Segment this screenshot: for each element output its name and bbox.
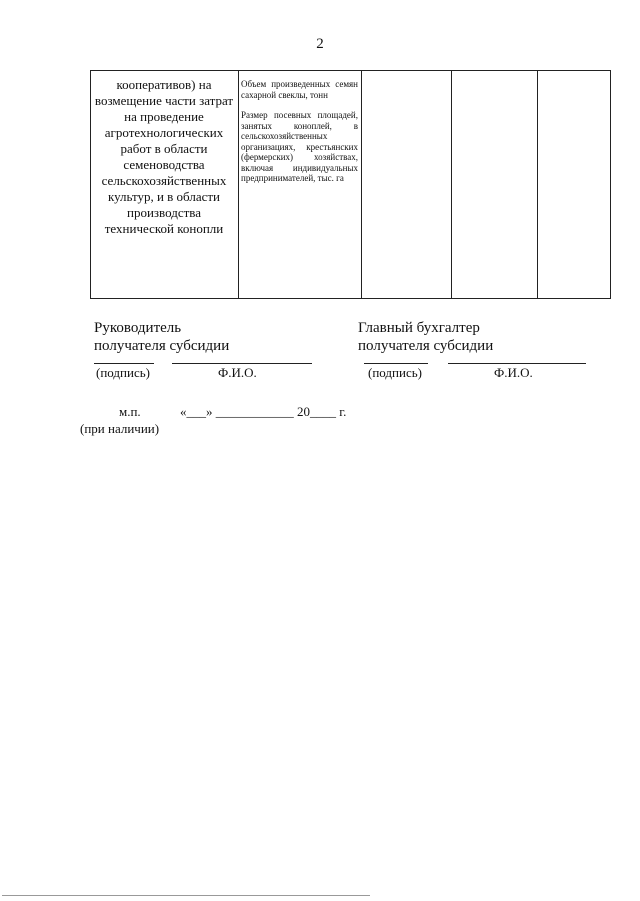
indicator-sugar-beet-seeds: Объем произведенных семян сахарной свеклы, тонн <box>241 79 358 100</box>
indicator-hemp-area: Размер посевных площадей, занятых коноплей, в сельскохозяйственных организациях, крестьянских (фермерских) хозяйствах, включая индивидуальных предпринимателей, тыс. га <box>241 110 358 183</box>
accountant-title: Главный бухгалтер получателя субсидии <box>358 320 494 354</box>
date-template: «___» ____________ 20____ г. <box>180 404 347 419</box>
accountant-signature-label: (подпись) <box>368 365 422 380</box>
head-title: Руководитель получателя субсидии <box>94 320 230 354</box>
subsidy-purpose-cell: кооперативов) на возмещение части затрат на проведение агротехнологических работ в области семеноводства сельскохозяйственных культур, и в области производства технической конопли <box>94 77 234 236</box>
stamp-note: (при наличии) <box>80 421 160 436</box>
head-signature-label: (подпись) <box>96 365 150 380</box>
indicators-cell <box>241 79 358 194</box>
accountant-name-line <box>448 363 586 364</box>
head-name-line <box>172 363 312 364</box>
table-divider <box>238 71 239 298</box>
page-footer-line <box>2 895 370 896</box>
indicator-table <box>90 70 611 299</box>
table-divider <box>361 71 362 298</box>
table-divider <box>537 71 538 298</box>
table-divider <box>451 71 452 298</box>
head-name-label: Ф.И.О. <box>218 365 257 380</box>
accountant-name-label: Ф.И.О. <box>494 365 533 380</box>
accountant-signature-line <box>364 363 428 364</box>
page-number: 2 <box>316 36 324 52</box>
head-signature-line <box>94 363 154 364</box>
stamp-label: м.п. <box>119 404 141 419</box>
